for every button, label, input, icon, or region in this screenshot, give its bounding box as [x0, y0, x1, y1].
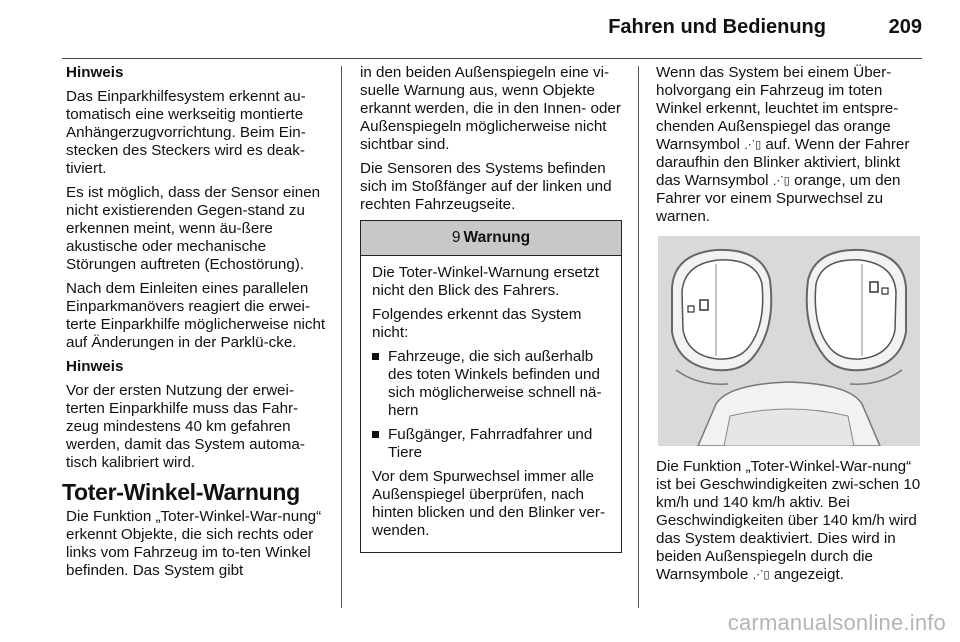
- warning-box: [360, 220, 622, 553]
- list-item: [372, 348, 611, 420]
- column-divider-1: [341, 66, 342, 608]
- warning-body: [361, 256, 621, 552]
- paragraph: Die Sensoren des Systems befinden sich im Stoßfänger auf der linken und rechten Fahrzeugseite.: [360, 160, 612, 213]
- note-label: Hinweis: [66, 64, 124, 81]
- note-text: Vor der ersten Nutzung der erwei-terten Einparkhilfe muss das Fahr-zeug mindestens 40 km gefahren werden, damit das System automa-tisch kalibriert wird.: [66, 382, 305, 471]
- list-item-text: Fahrzeuge, die sich außerhalb des toten Winkels befinden und sich möglicherweise schnell nä-hern: [388, 348, 602, 419]
- section-heading: Toter-Winkel-Warnung: [62, 479, 300, 505]
- page-header-title: Fahren und Bedienung: [608, 16, 826, 38]
- warning-list: [372, 348, 611, 462]
- paragraph-text: angezeigt.: [773, 566, 844, 583]
- paragraph-text: Wenn das System bei einem Über-holvorgang ein Fahrzeug im toten Winkel erkennt, leuchtet im entspre-chenden Außenspiegel das orange Warnsymbol: [656, 64, 899, 153]
- paragraph: [656, 458, 922, 584]
- blind-spot-warning-icon: ⋰▯: [744, 139, 762, 151]
- paragraph: Es ist möglich, dass der Sensor einen nicht existierenden Gegen-stand zu erkennen meint, wenn äu-ßere akustische oder mechanische Störungen auftreten (Echostörung).: [66, 184, 321, 273]
- warning-header: [361, 221, 621, 256]
- column-1: [62, 64, 328, 586]
- column-3: [656, 64, 922, 590]
- column-2: [360, 64, 622, 553]
- blind-spot-warning-icon: ⋰▯: [772, 175, 790, 187]
- paragraph: in den beiden Außenspiegeln eine vi-suelle Warnung aus, wenn Objekte erkannt werden, die in den Innen- oder Außenspiegeln möglicherweise nicht sichtbar sind.: [360, 64, 621, 153]
- list-item: [372, 426, 611, 462]
- column-divider-2: [638, 66, 639, 608]
- paragraph: Nach dem Einleiten eines parallelen Einparkmanövers reagiert die erwei-terte Einparkhilfe möglicherweise nicht auf Änderungen in der Parklü-cke.: [66, 280, 326, 351]
- warning-title: Warnung: [463, 229, 531, 246]
- watermark: carmanualsonline.info: [727, 610, 946, 635]
- warning-paragraph: Vor dem Spurwechsel immer alle Außenspiegel überprüfen, nach hinten blicken und den Blinker ver-wenden.: [372, 468, 606, 539]
- warning-symbol-icon: 9: [451, 229, 461, 246]
- page-number: 209: [888, 16, 922, 38]
- paragraph: Die Funktion „Toter-Winkel-War-nung“ erkennt Objekte, die sich rechts oder links vom Fahrzeug im to-ten Winkel befinden. Das System gibt: [66, 508, 322, 579]
- bullet-icon: [372, 431, 379, 438]
- side-mirrors-illustration: [658, 236, 920, 446]
- note-text: Das Einparkhilfesystem erkennt au-tomatisch eine werkseitig montierte Anhängerzugvorrichtung. Beim Ein-stecken des Steckers wird es deak-tiviert.: [66, 88, 306, 177]
- warning-paragraph: Folgendes erkennt das System nicht:: [372, 306, 582, 341]
- header-divider: [62, 58, 922, 59]
- paragraph-text: Die Funktion „Toter-Winkel-War-nung“ ist bei Geschwindigkeiten zwi-schen 10 km/h und 140 km/h aktiv. Bei Geschwindigkeiten über 140 km/h wird das System deaktiviert. Dies wird in beiden Außenspiegeln durch die Warnsymbole: [656, 458, 921, 583]
- list-item-text: Fußgänger, Fahrradfahrer und Tiere: [388, 426, 593, 461]
- paragraph: [656, 64, 922, 226]
- warning-paragraph: Die Toter-Winkel-Warnung ersetzt nicht den Blick des Fahrers.: [372, 264, 600, 299]
- blind-spot-warning-icon: ⋰▯: [752, 569, 770, 581]
- bullet-icon: [372, 353, 379, 360]
- note-label: Hinweis: [66, 358, 124, 375]
- paragraph-text: orange, um den Fahrer vor einem Spurwechsel zu warnen.: [656, 172, 901, 225]
- paragraph-text: auf. Wenn der Fahrer daraufhin den Blinker aktiviert, blinkt das Warnsymbol: [656, 136, 910, 189]
